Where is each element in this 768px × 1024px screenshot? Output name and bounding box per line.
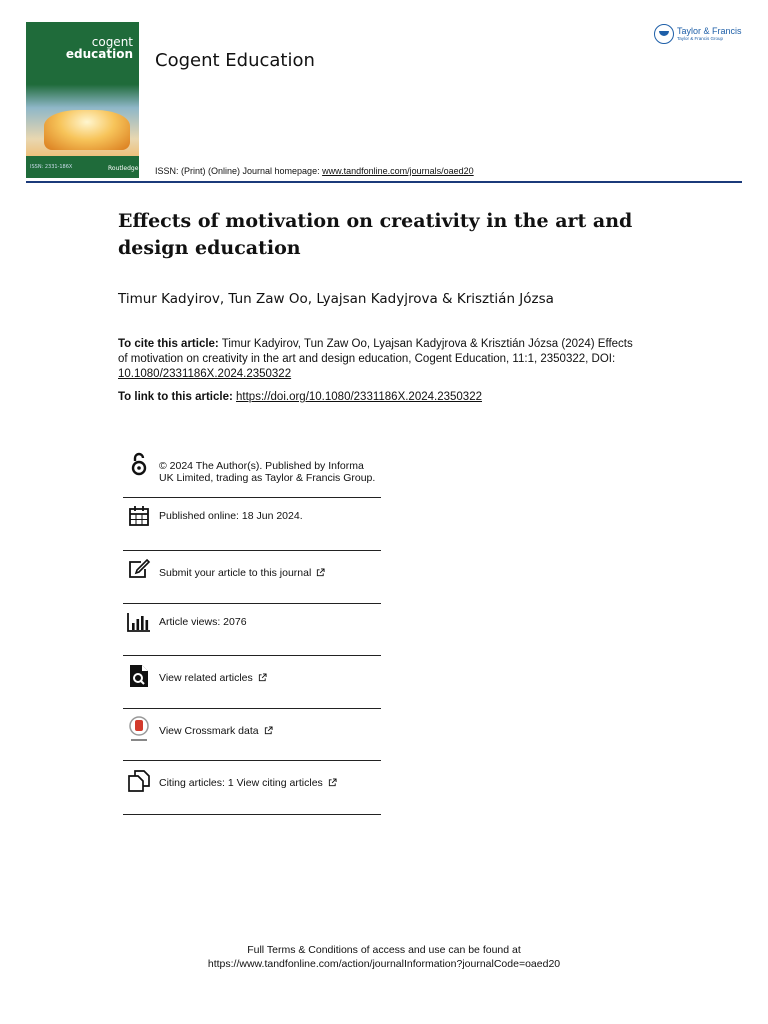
taylor-francis-icon [654, 24, 674, 44]
open-access-icon [127, 452, 151, 476]
external-link-icon [258, 673, 267, 682]
search-document-icon [127, 664, 151, 688]
cite-text: Timur Kadyirov, Tun Zaw Oo, Lyajsan Kadyjrova & Krisztián Józsa (2024) Effects of motivation on creativity in the art and design education, Cogent Education, 11:1, 2350322, DOI: [118, 338, 633, 365]
external-link-icon [328, 778, 337, 787]
edit-icon [127, 557, 151, 581]
info-text: Article views: 2076 [159, 616, 247, 628]
journal-homepage-link[interactable]: www.tandfonline.com/journals/oaed20 [322, 166, 474, 176]
info-link[interactable] [159, 709, 273, 737]
info-text: View related articles [159, 672, 253, 684]
info-text: © 2024 The Author(s). Published by Informa UK Limited, trading as Taylor & Francis Group. [159, 460, 376, 484]
cite-doi-link[interactable]: 10.1080/2331186X.2024.2350322 [118, 368, 292, 380]
logo-group: Taylor & Francis Group [677, 35, 724, 41]
info-text: Submit your article to this journal [159, 567, 312, 579]
crossmark-icon [127, 717, 151, 741]
info-row-crossmark[interactable] [123, 709, 381, 761]
footer-terms [0, 943, 768, 971]
info-link[interactable] [159, 656, 267, 684]
bar-chart-icon [127, 610, 151, 634]
article-authors: Timur Kadyirov, Tun Zaw Oo, Lyajsan Kadyjrova & Krisztián Józsa [118, 291, 554, 307]
article-doi-link[interactable]: https://doi.org/10.1080/2331186X.2024.2350322 [236, 391, 482, 403]
cover-title-line1: cogent [91, 35, 133, 49]
issn-line [155, 166, 474, 176]
cover-issn: ISSN: 2331-186X [30, 164, 73, 170]
footer-terms-link[interactable]: https://www.tandfonline.com/action/journalInformation?journalCode=oaed20 [207, 958, 561, 970]
info-row-published [123, 498, 381, 551]
journal-title: Cogent Education [155, 50, 315, 71]
info-text: Published online: 18 Jun 2024. [159, 510, 303, 522]
citing-icon [127, 769, 151, 793]
issn-text: ISSN: (Print) (Online) Journal homepage: [155, 166, 320, 176]
logo-name: Taylor & Francis [677, 25, 742, 36]
info-link[interactable] [159, 551, 325, 579]
info-link[interactable] [159, 761, 337, 789]
header-divider [26, 181, 742, 183]
taylor-francis-logo[interactable] [654, 22, 742, 46]
article-info-list [123, 452, 381, 815]
article-link-block [118, 391, 482, 403]
info-row-citing[interactable] [123, 761, 381, 815]
info-text: View Crossmark data [159, 725, 259, 737]
article-title: Effects of motivation on creativity in the art and design education [118, 210, 633, 259]
info-row-license [123, 452, 381, 498]
journal-cover [26, 22, 139, 178]
footer-line1: Full Terms & Conditions of access and use can be found at [247, 944, 521, 956]
info-text: Citing articles: 1 View citing articles [159, 777, 323, 789]
info-row-related[interactable] [123, 656, 381, 709]
open-book-illustration [44, 110, 130, 150]
external-link-icon [264, 726, 273, 735]
cite-label: To cite this article: [118, 338, 219, 350]
citation-block [118, 337, 638, 382]
external-link-icon [316, 568, 325, 577]
cover-publisher: Routledge [108, 165, 139, 172]
info-row-submit[interactable] [123, 551, 381, 604]
calendar-icon [127, 504, 151, 528]
info-row-views [123, 604, 381, 656]
cover-title-line2: education [65, 47, 133, 61]
link-label: To link to this article: [118, 391, 233, 403]
